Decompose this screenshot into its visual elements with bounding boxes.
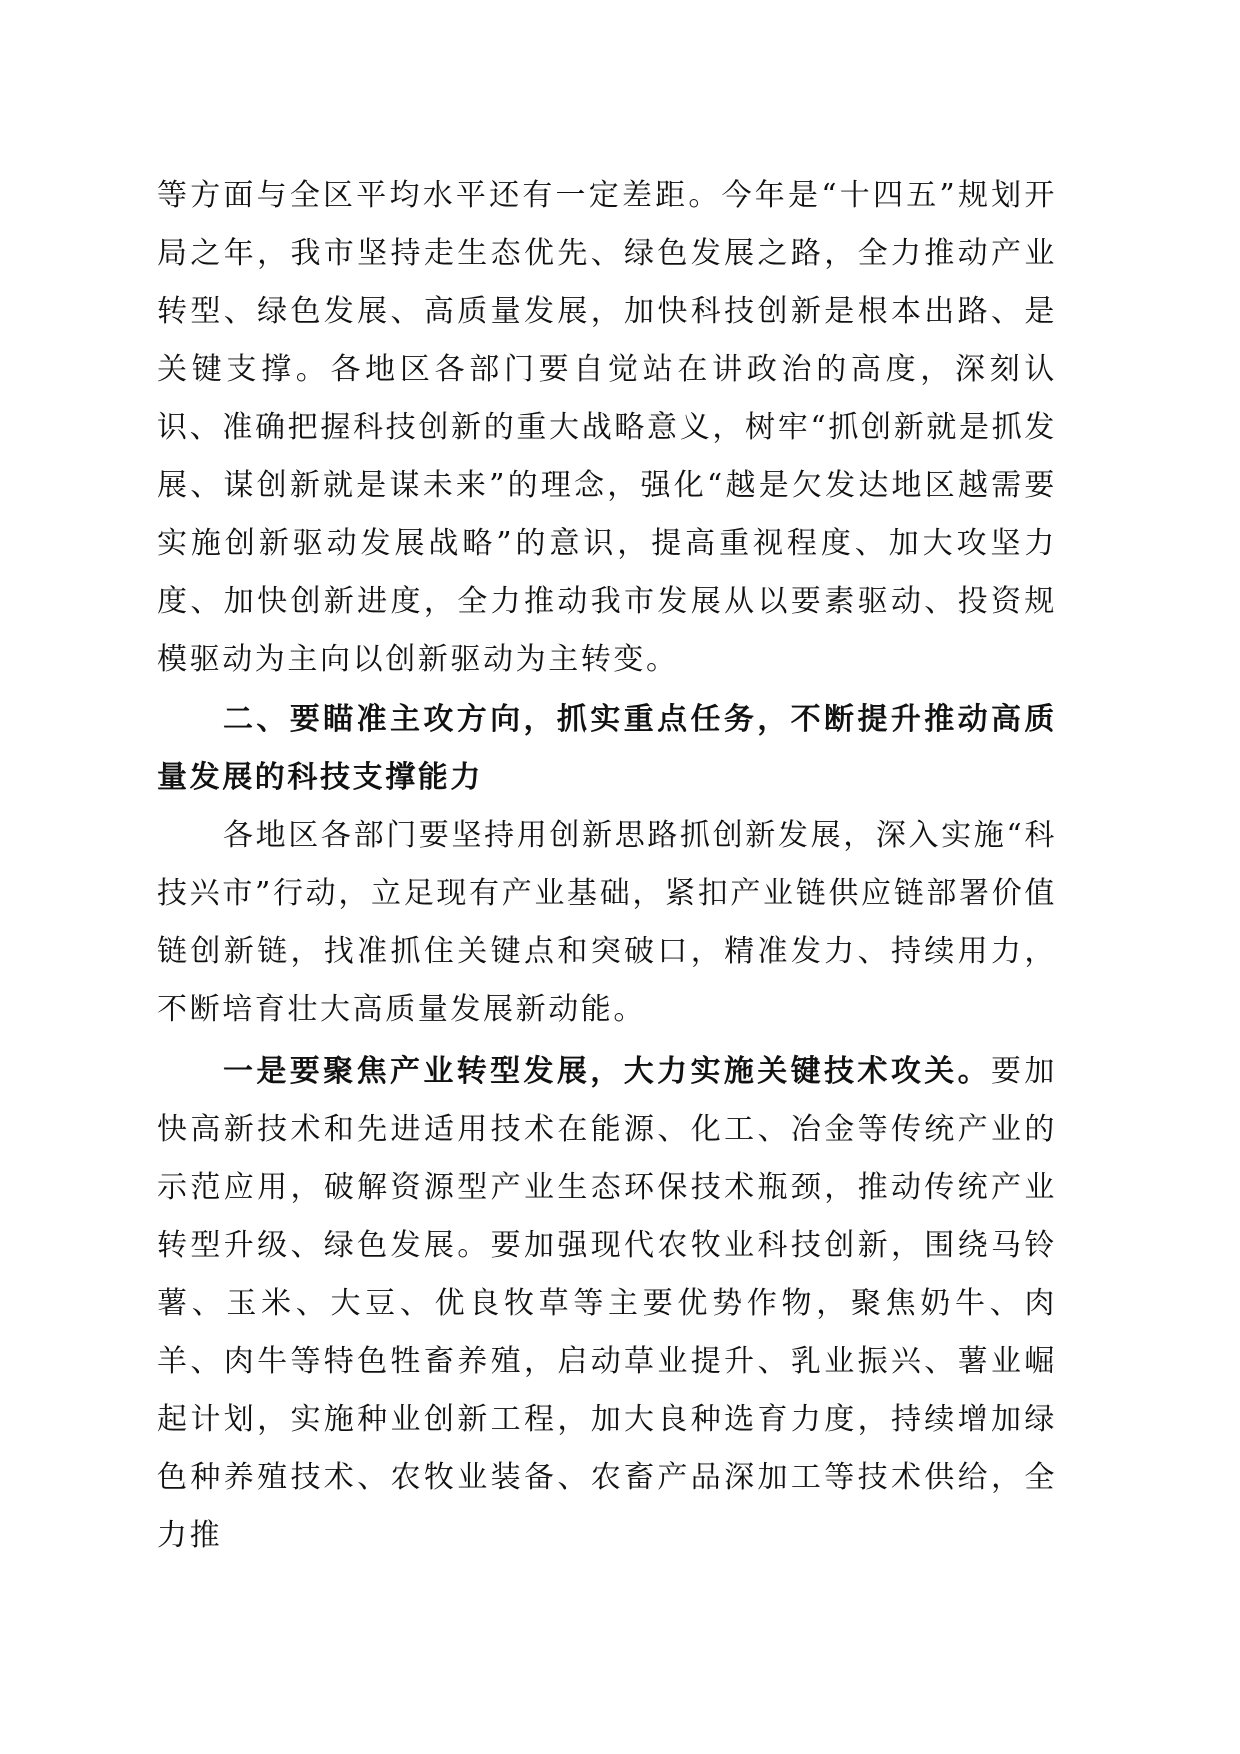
document-page — [157, 167, 1057, 1565]
paragraph-3 — [157, 1043, 1057, 1565]
section-heading-2: 二、要瞄准主攻方向，抓实重点任务，不断提升推动高质量发展的科技支撑能力 — [157, 702, 1057, 795]
paragraph-3-body: 要加快高新技术和先进适用技术在能源、化工、冶金等传统产业的示范应用，破解资源型产业生态环保技术瓶颈，推动传统产业转型升级、绿色发展。要加强现代农牧业科技创新，围绕马铃薯、玉米、大豆、优良牧草等主要优势作物，聚焦奶牛、肉羊、肉牛等特色牲畜养殖，启动草业提升、乳业振兴、薯业崛起计划，实施种业创新工程，加大良种选育力度，持续增加绿色种养殖技术、农牧业装备、农畜产品深加工等技术供给，全力推 — [157, 1054, 1057, 1553]
paragraph-3-lead: 一是要聚焦产业转型发展，大力实施关键技术攻关。 — [223, 1054, 991, 1089]
paragraph-1: 等方面与全区平均水平还有一定差距。今年是“十四五”规划开局之年，我市坚持走生态优先、绿色发展之路，全力推动产业转型、绿色发展、高质量发展，加快科技创新是根本出路、是关键支撑。各地区各部门要自觉站在讲政治的高度，深刻认识、准确把握科技创新的重大战略意义，树牢“抓创新就是抓发展、谋创新就是谋未来”的理念，强化“越是欠发达地区越需要实施创新驱动发展战略”的意识，提高重视程度、加大攻坚力度、加快创新进度，全力推动我市发展从以要素驱动、投资规模驱动为主向以创新驱动为主转变。 — [157, 178, 1057, 677]
paragraph-2: 各地区各部门要坚持用创新思路抓创新发展，深入实施“科技兴市”行动，立足现有产业基础，紧扣产业链供应链部署价值链创新链，找准抓住关键点和突破口，精准发力、持续用力，不断培育壮大高质量发展新动能。 — [157, 818, 1057, 1027]
